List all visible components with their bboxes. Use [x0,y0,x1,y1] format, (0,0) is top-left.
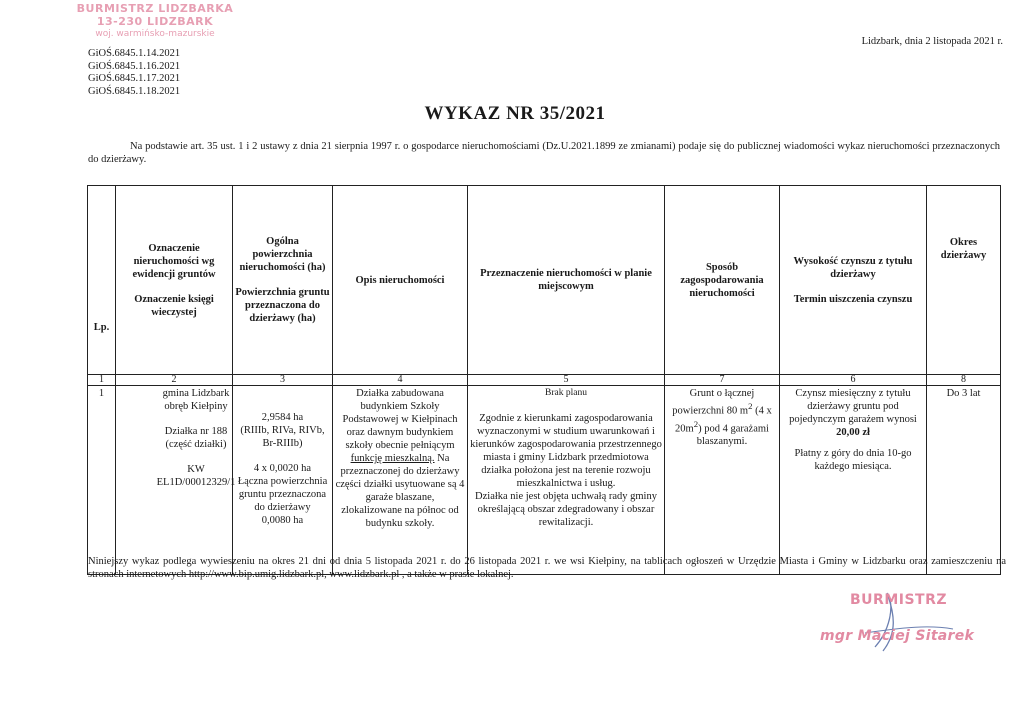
intro-paragraph: Na podstawie art. 35 ust. 1 i 2 ustawy z dnia 21 sierpnia 1997 r. o gospodarce nieruchomościami (Dz.U.2021.1899 ze zmianami) podaje się do publicznej wiadomości wykaz nieruchomości przeznaczonych do dzierżawy. [88,141,1000,165]
column-number: 8 [927,375,1001,386]
signature-title: BURMISTRZ [850,592,948,608]
cell-area [233,386,333,575]
land-use-text-2: (4 x 20m [675,405,772,434]
header-zoning: Przeznaczenie nieruchomości w planie miejscowym [468,186,665,375]
precinct: obręb Kiełpiny [164,401,228,412]
description-underlined: funkcję mieszkalną. [350,453,435,464]
land-use-sup-1: 2 [748,401,753,411]
column-number: 1 [88,375,116,386]
land-use-text-1: Grunt o łącznej powierzchni 80 m [672,388,755,417]
office-stamp [60,2,250,41]
stamp-line-2: 13-230 LIDZBARK [96,15,214,28]
header-land-use: Sposób zagospodarowania nieruchomości [665,186,780,375]
rent-amount: 20,00 zł [836,427,870,438]
signature-name: mgr Maciej Sitarek [820,628,975,644]
footer-paragraph: Niniejszy wykaz podlega wywieszeniu na okres 21 dni od dnia 5 listopada 2021 r. do 26 listopada 2021 r. we wsi Kiełpiny, na tablicach ogłoszeń w Urzędzie Miasta i Gminy w Lidzbarku oraz zamieszczeniu na stronach internetowych http://www.bip.umig.lidzbark.pl, www.lidzbark.pl , a także w prasie lokalnej. [88,556,1006,580]
lease-parcels: 4 x 0,0020 ha [253,463,312,474]
land-register-label: KW [187,464,205,475]
document-title: WYKAZ NR 35/2021 [424,103,606,124]
column-number: 2 [116,375,233,386]
property-table [87,185,1001,575]
table-header-row [88,186,1001,375]
land-use-text-3: ) pod 4 garażami blaszanymi. [696,423,769,447]
zoning-text-1: Zgodnie z kierunkami zagospodarowania wyznaczonymi w studium uwarunkowań i kierunków zagospodarowania przestrzennego miasta i gminy Lidzbark przedmiotowa działka położona jest na terenie rozwoju mieszkalnictwa i usług. [470,413,662,489]
header-land-registry-bottom: Oznaczenie księgi wieczystej [134,293,214,318]
description-part-1: Działka zabudowana budynkiem Szkoły Podstawowej w Kiełpinach oraz dawnym budynkiem szkoły obecnie pełniącym [342,388,458,451]
stamp-line-1: BURMISTRZ LIDZBARKA [76,2,234,15]
cell-description [333,386,468,575]
header-land-registry-top: Oznaczenie nieruchomości wg ewidencji gruntów [132,242,216,280]
cell-land-registry [116,386,236,575]
lease-area-total: 0,0080 ha [261,515,304,526]
cell-lp: 1 [88,386,116,575]
header-area [233,186,333,375]
land-use-sup-2: 2 [693,418,699,429]
cell-rent [780,386,927,575]
land-register-number: EL1D/00012329/1 [156,477,236,488]
no-plan-label: Brak planu [545,388,587,398]
header-lease-period: Okres dzierżawy [927,186,1001,375]
rent-terms: Płatny z góry do dnia 10-go każdego miesiąca. [794,448,912,472]
header-rent [780,186,927,375]
header-rent-top: Wysokość czynszu z tytułu dzierżawy [793,255,913,280]
column-number: 6 [780,375,927,386]
header-lp: Lp. [88,186,116,375]
cell-lease-period: Do 3 lat [927,386,1001,575]
header-description: Opis nieruchomości [333,186,468,375]
rent-text: Czynsz miesięczny z tytułu dzierżawy gruntu pod pojedynczym garażem wynosi [789,388,917,425]
plot-number: Działka nr 188 [164,426,228,437]
soil-classes: (RIIIb, RIVa, RIVb, Br-RIIIb) [240,425,325,449]
column-number: 3 [233,375,333,386]
plot-part: (część działki) [165,439,227,450]
total-area: 2,9584 ha [261,412,304,423]
header-area-top: Ogólna powierzchnia nieruchomości (ha) [239,236,326,273]
cell-land-use [665,386,780,575]
cell-zoning [468,386,665,575]
zoning-text-2: Działka nie jest objęta uchwałą rady gminy określającą obszar zdegradowany i obszar rewitalizacji. [475,491,657,528]
column-number-row [88,375,1001,386]
lease-area-label: Łączna powierzchnia gruntu przeznaczona do dzierżawy [237,476,328,513]
table-row [88,386,1001,575]
header-area-bottom: Powierzchnia gruntu przeznaczona do dzierżawy (ha) [235,287,330,324]
reference-number: GiOŚ.6845.1.14.2021 [88,48,181,59]
reference-numbers [88,48,180,98]
document-date: Lidzbark, dnia 2 listopada 2021 r. [861,36,1003,47]
reference-number: GiOŚ.6845.1.16.2021 [88,60,181,72]
header-land-registry [116,186,233,375]
column-number: 5 [468,375,665,386]
reference-number: GiOŚ.6845.1.17.2021 [88,73,181,84]
stamp-line-3: woj. warmińsko-mazurskie [95,29,215,39]
description-part-2: Na przeznaczonej do dzierżawy części działki usytuowane są 4 garaże blaszane, zlokalizowane na północ od budynku szkoły. [335,453,465,529]
reference-number: GiOŚ.6845.1.18.2021 [88,85,181,97]
column-number: 4 [333,375,468,386]
column-number: 7 [665,375,780,386]
municipality: gmina Lidzbark [162,388,230,399]
header-rent-bottom: Termin uiszczenia czynszu [793,293,913,305]
